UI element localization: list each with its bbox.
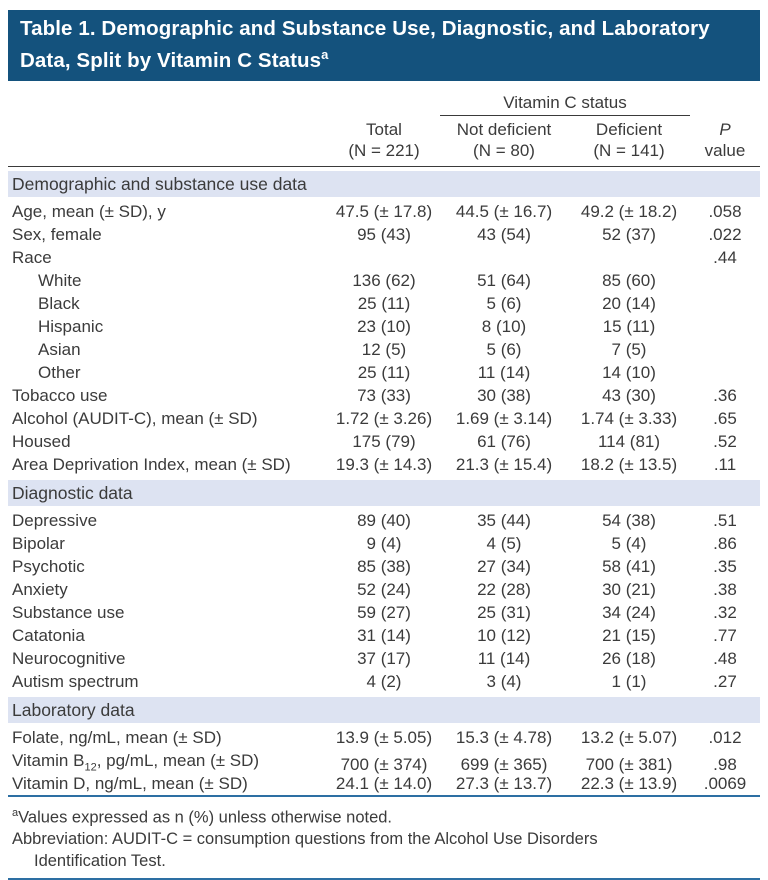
cell-not-deficient: 21.3 (± 15.4) xyxy=(455,454,553,474)
footnote-marker: a xyxy=(12,806,19,819)
table-row xyxy=(8,407,760,430)
total-column-header: Total (N = 221) xyxy=(348,119,420,161)
section-header: Demographic and substance use data xyxy=(8,171,760,197)
row-label: Autism spectrum xyxy=(12,671,139,691)
cell-p-value: .022 xyxy=(708,224,742,244)
table-row xyxy=(8,223,760,246)
cell-total: 95 (43) xyxy=(357,224,411,244)
cell-not-deficient: 5 (6) xyxy=(486,293,522,313)
row-label: Age, mean (± SD), y xyxy=(12,201,166,221)
cell-not-deficient: 30 (38) xyxy=(477,385,531,405)
cell-p-value: .11 xyxy=(713,454,737,474)
row-label: Black xyxy=(38,293,80,313)
row-label: Psychotic xyxy=(12,556,85,576)
cell-total: 9 (4) xyxy=(366,533,402,553)
cell-p-value: .35 xyxy=(713,556,737,576)
footnote-abbreviation: Abbreviation: AUDIT-C = consumption questions from the Alcohol Use Disorders Identification Test. xyxy=(12,830,598,871)
cell-not-deficient: 699 (± 365) xyxy=(460,754,548,774)
cell-not-deficient: 22 (28) xyxy=(477,579,531,599)
cell-not-deficient: 1.69 (± 3.14) xyxy=(455,408,553,428)
cell-p-value: .32 xyxy=(713,602,737,622)
cell-deficient: 700 (± 381) xyxy=(585,754,673,774)
cell-total: 175 (79) xyxy=(352,431,416,451)
cell-not-deficient: 27.3 (± 13.7) xyxy=(455,773,553,793)
table-body xyxy=(8,171,760,795)
cell-deficient: 43 (30) xyxy=(602,385,656,405)
cell-deficient: 7 (5) xyxy=(611,339,647,359)
table-row xyxy=(8,269,760,292)
row-label: Substance use xyxy=(12,602,125,622)
spanner-spacer-left xyxy=(8,93,440,116)
cell-total: 13.9 (± 5.05) xyxy=(335,727,433,747)
cell-deficient: 1.74 (± 3.33) xyxy=(580,408,678,428)
cell-p-value: .0069 xyxy=(703,773,747,793)
table-row xyxy=(8,647,760,670)
cell-deficient: 52 (37) xyxy=(602,224,656,244)
row-label: Folate, ng/mL, mean (± SD) xyxy=(12,727,222,747)
table-row xyxy=(8,749,760,772)
cell-p-value: .36 xyxy=(713,385,737,405)
cell-p-value: .51 xyxy=(713,510,737,530)
table-row xyxy=(8,670,760,693)
row-label: Sex, female xyxy=(12,224,102,244)
cell-p-value: .27 xyxy=(713,671,737,691)
row-label: Vitamin $B_{12}$, pg/mL, mean (± SD) xyxy=(12,750,260,774)
row-label: Housed xyxy=(12,431,71,451)
table-row xyxy=(8,384,760,407)
cell-total: 52 (24) xyxy=(357,579,411,599)
cell-p-value: .44 xyxy=(713,247,737,267)
vitamin-c-status-spanner: Vitamin C status xyxy=(440,93,690,116)
cell-total: 23 (10) xyxy=(357,316,411,336)
section-header: Diagnostic data xyxy=(8,480,760,506)
cell-deficient: 14 (10) xyxy=(602,362,656,382)
cell-not-deficient: 27 (34) xyxy=(477,556,531,576)
cell-deficient: 18.2 (± 13.5) xyxy=(580,454,678,474)
table-row xyxy=(8,532,760,555)
row-label: Tobacco use xyxy=(12,385,108,405)
cell-deficient: 22.3 (± 13.9) xyxy=(580,773,678,793)
row-label: Vitamin D, ng/mL, mean (± SD) xyxy=(12,773,248,793)
cell-not-deficient: 15.3 (± 4.78) xyxy=(455,727,553,747)
cell-deficient: 15 (11) xyxy=(602,316,656,336)
row-label: Other xyxy=(38,362,81,382)
cell-p-value: .77 xyxy=(713,625,737,645)
cell-deficient: 34 (24) xyxy=(602,602,656,622)
cell-not-deficient: 3 (4) xyxy=(486,671,522,691)
table-title-bar xyxy=(8,10,760,81)
cell-total: 700 (± 374) xyxy=(340,754,428,774)
table-row xyxy=(8,624,760,647)
table-row xyxy=(8,509,760,532)
deficient-column-header: Deficient (N = 141) xyxy=(593,119,665,161)
cell-deficient: 13.2 (± 5.07) xyxy=(580,727,678,747)
cell-not-deficient: 51 (64) xyxy=(477,270,531,290)
row-label: Bipolar xyxy=(12,533,65,553)
cell-not-deficient: 8 (10) xyxy=(481,316,527,336)
footnotes xyxy=(8,797,760,879)
row-label: Hispanic xyxy=(38,316,104,336)
row-label: Alcohol (AUDIT-C), mean (± SD) xyxy=(12,408,258,428)
row-label: Anxiety xyxy=(12,579,68,599)
table-row xyxy=(8,430,760,453)
table-title-footnote-marker: a xyxy=(321,47,329,62)
footnote-values: $^a$Values expressed as n (%) unless otherwise noted. xyxy=(12,806,393,827)
cell-p-value: .86 xyxy=(713,533,737,553)
cell-total: 25 (11) xyxy=(357,362,411,382)
cell-deficient: 21 (15) xyxy=(602,625,656,645)
cell-total: 59 (27) xyxy=(357,602,411,622)
cell-total: 73 (33) xyxy=(357,385,411,405)
cell-total: 89 (40) xyxy=(357,510,411,530)
section-header: Laboratory data xyxy=(8,697,760,723)
cell-not-deficient: 61 (76) xyxy=(477,431,531,451)
cell-deficient: 1 (1) xyxy=(611,671,647,691)
cell-deficient: 20 (14) xyxy=(602,293,656,313)
cell-p-value: .058 xyxy=(708,201,742,221)
table-row xyxy=(8,361,760,384)
row-label: Asian xyxy=(38,339,81,359)
cell-deficient: 54 (38) xyxy=(602,510,656,530)
header-rule xyxy=(8,166,760,167)
row-label: White xyxy=(38,270,82,290)
cell-p-value: .65 xyxy=(713,408,737,428)
cell-not-deficient: 43 (54) xyxy=(477,224,531,244)
table-row xyxy=(8,578,760,601)
table-title: Table 1. Demographic and Substance Use, Diagnostic, and Laboratory Data, Split by Vitamin C Status xyxy=(20,17,710,72)
cell-not-deficient: 11 (14) xyxy=(477,362,531,382)
cell-total: 1.72 (± 3.26) xyxy=(335,408,433,428)
cell-total: 25 (11) xyxy=(357,293,411,313)
cell-not-deficient: 44.5 (± 16.7) xyxy=(455,201,553,221)
cell-total: 31 (14) xyxy=(357,625,411,645)
table-row xyxy=(8,601,760,624)
table-row xyxy=(8,726,760,749)
cell-deficient: 114 (81) xyxy=(597,431,661,451)
cell-p-value: .012 xyxy=(708,727,742,747)
cell-not-deficient: 4 (5) xyxy=(486,533,522,553)
row-label: Area Deprivation Index, mean (± SD) xyxy=(12,454,291,474)
cell-not-deficient: 35 (44) xyxy=(477,510,531,530)
column-header-row xyxy=(8,116,760,162)
table-row xyxy=(8,292,760,315)
table-header xyxy=(8,93,760,167)
table-row xyxy=(8,315,760,338)
cell-p-value: .38 xyxy=(713,579,737,599)
table-row xyxy=(8,246,760,269)
row-label: Race xyxy=(12,247,52,267)
cell-not-deficient: 10 (12) xyxy=(477,625,531,645)
spanner-row xyxy=(8,93,760,116)
cell-total: 47.5 (± 17.8) xyxy=(335,201,433,221)
cell-p-value: .98 xyxy=(713,754,737,774)
row-label: Depressive xyxy=(12,510,98,530)
cell-total: 4 (2) xyxy=(366,671,402,691)
table-row xyxy=(8,555,760,578)
cell-p-value: .48 xyxy=(713,648,737,668)
cell-deficient: 49.2 (± 18.2) xyxy=(580,201,678,221)
row-label: Catatonia xyxy=(12,625,85,645)
cell-deficient: 5 (4) xyxy=(611,533,647,553)
table-row xyxy=(8,453,760,476)
not-deficient-column-header: Not deficient (N = 80) xyxy=(456,119,552,161)
cell-deficient: 85 (60) xyxy=(602,270,656,290)
cell-p-value: .52 xyxy=(713,431,737,451)
cell-total: 12 (5) xyxy=(361,339,407,359)
cell-not-deficient: 11 (14) xyxy=(477,648,531,668)
cell-not-deficient: 5 (6) xyxy=(486,339,522,359)
cell-deficient: 30 (21) xyxy=(602,579,656,599)
cell-not-deficient: 25 (31) xyxy=(477,602,531,622)
p-value-column-header: P value xyxy=(704,119,746,161)
cell-total: 19.3 (± 14.3) xyxy=(335,454,433,474)
cell-deficient: 58 (41) xyxy=(602,556,656,576)
table-row xyxy=(8,772,760,795)
cell-total: 136 (62) xyxy=(352,270,416,290)
spanner-spacer-right xyxy=(690,93,760,116)
cell-deficient: 26 (18) xyxy=(602,648,656,668)
row-label: Neurocognitive xyxy=(12,648,126,668)
cell-total: 37 (17) xyxy=(357,648,411,668)
table-row xyxy=(8,200,760,223)
cell-total: 85 (38) xyxy=(357,556,411,576)
cell-total: 24.1 (± 14.0) xyxy=(335,773,433,793)
table-row xyxy=(8,338,760,361)
